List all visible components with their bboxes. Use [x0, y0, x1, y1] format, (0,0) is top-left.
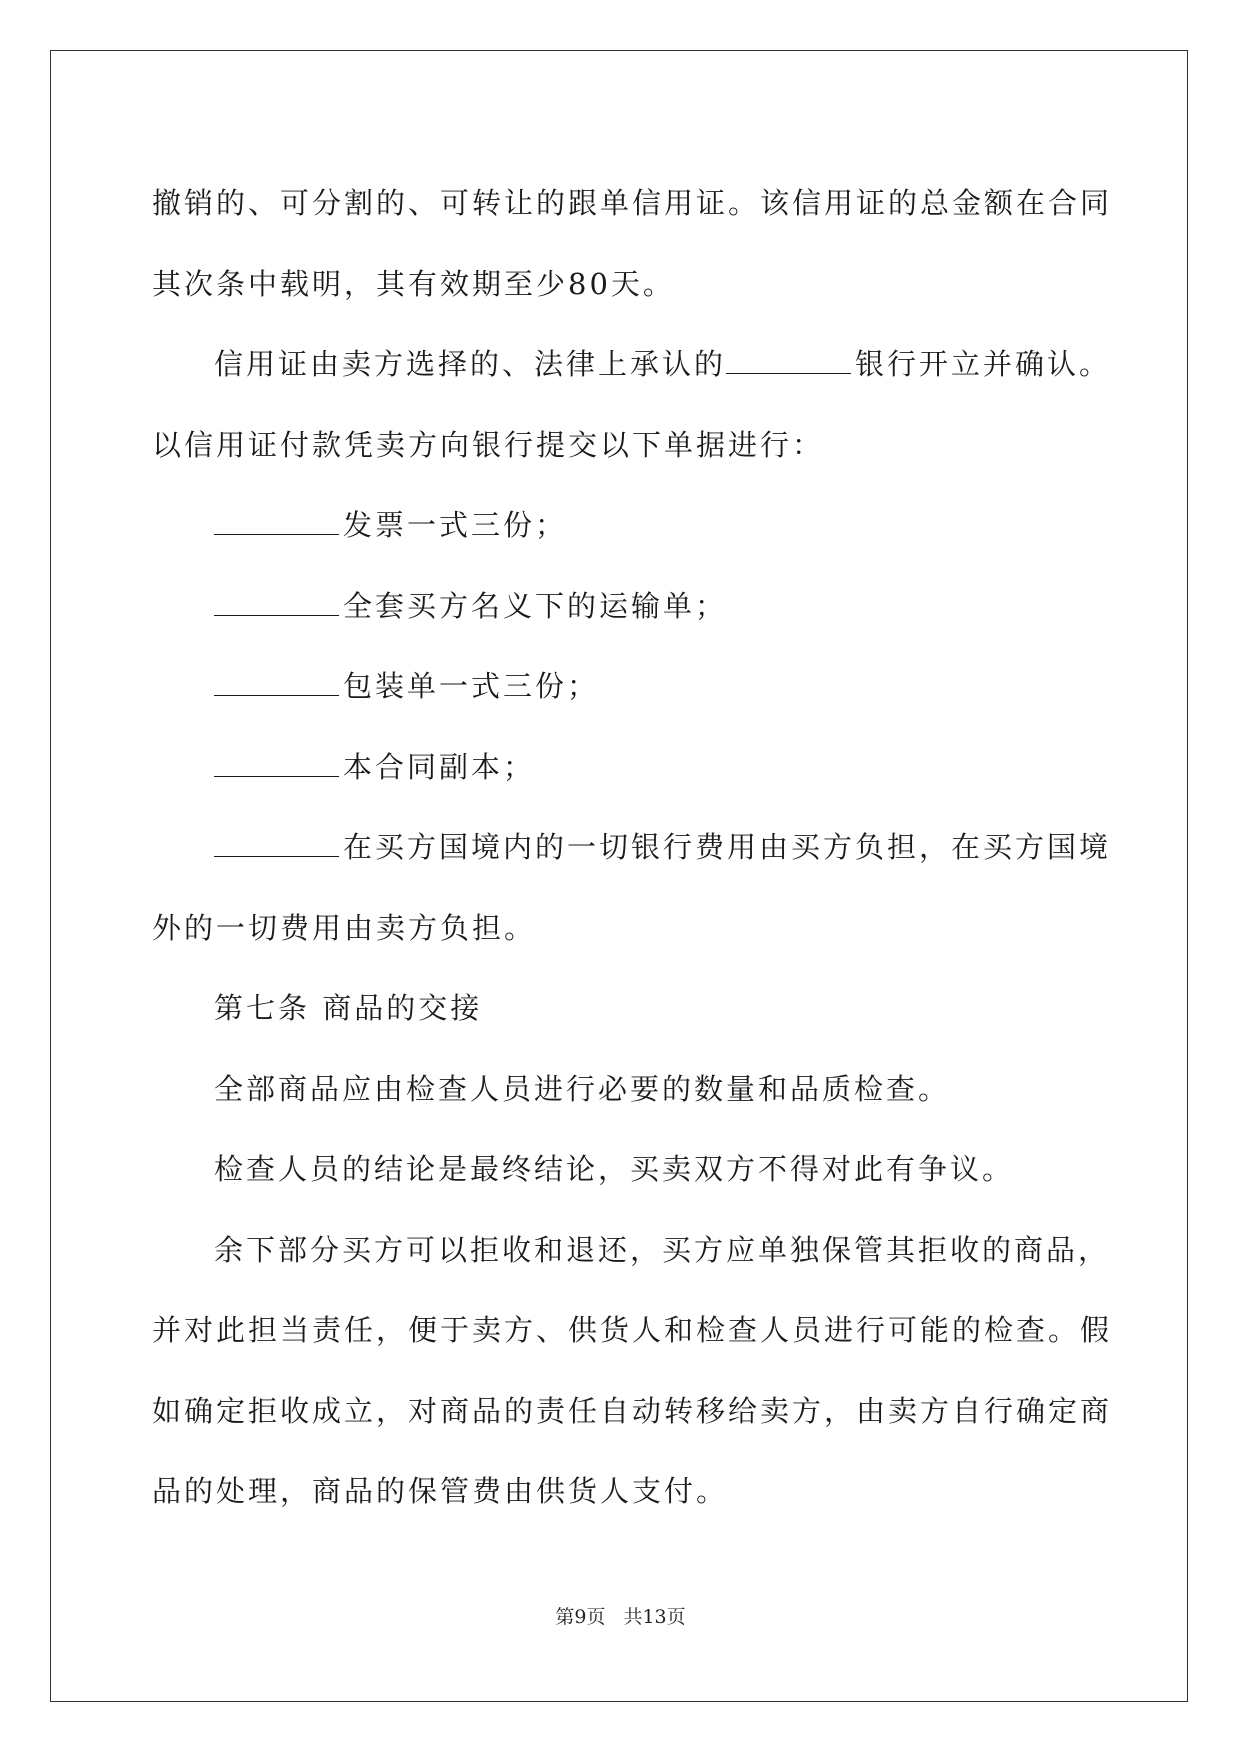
paragraph-line: 外的一切费用由卖方负担。	[152, 910, 537, 945]
paragraph-text: 信用证由卖方选择的、法律上承认的	[214, 347, 727, 381]
list-item-text: 本合同副本；	[343, 749, 536, 784]
fill-in-blank	[214, 834, 339, 857]
fill-in-blank	[214, 754, 339, 777]
document-list-item	[152, 807, 1112, 888]
document-list-item	[152, 727, 1092, 808]
fill-in-blank	[214, 673, 339, 696]
page-number-current: 第9页	[555, 1606, 606, 1628]
paragraph-line: 品的处理，商品的保管费由供货人支付。	[152, 1474, 729, 1508]
list-item-text: 在买方国境内的一切银行费用由买方负担，在买方国境	[343, 830, 1112, 864]
paragraph-line: 如确定拒收成立，对商品的责任自动转移给卖方，由卖方自行确定商	[152, 1393, 1113, 1428]
list-item-text: 全套买方名义下的运输单；	[343, 588, 728, 623]
paragraph-line	[152, 324, 1112, 405]
page-number-total: 共13页	[623, 1606, 686, 1628]
document-list-item	[152, 566, 1092, 647]
paragraph-line: 其次条中载明，其有效期至少80天。	[152, 266, 675, 301]
paragraph-line: 并对此担当责任，便于卖方、供货人和检查人员进行可能的检查。假	[152, 1313, 1113, 1347]
fill-in-blank	[726, 351, 851, 374]
fill-in-blank	[214, 593, 339, 616]
paragraph-line: 余下部分买方可以拒收和退还，买方应单独保管其拒收的商品，	[214, 1232, 1111, 1267]
section-heading: 第七条 商品的交接	[214, 991, 483, 1025]
paragraph-text: 银行开立并确认。	[855, 347, 1112, 381]
paragraph-line: 检查人员的结论是最终结论，买卖双方不得对此有争议。	[214, 1152, 1015, 1186]
paragraph-line: 全部商品应由检查人员进行必要的数量和品质检查。	[214, 1071, 951, 1106]
page-footer	[0, 1602, 1241, 1629]
list-item-text: 发票一式三份；	[343, 508, 568, 542]
paragraph-line: 撤销的、可分割的、可转让的跟单信用证。该信用证的总金额在合同	[152, 186, 1113, 220]
document-list-item	[152, 485, 1092, 566]
document-list-item	[152, 646, 1092, 727]
list-item-text: 包装单一式三份；	[343, 669, 600, 703]
fill-in-blank	[214, 512, 339, 535]
document-body	[152, 163, 1113, 1532]
paragraph-line: 以信用证付款凭卖方向银行提交以下单据进行：	[152, 427, 825, 462]
